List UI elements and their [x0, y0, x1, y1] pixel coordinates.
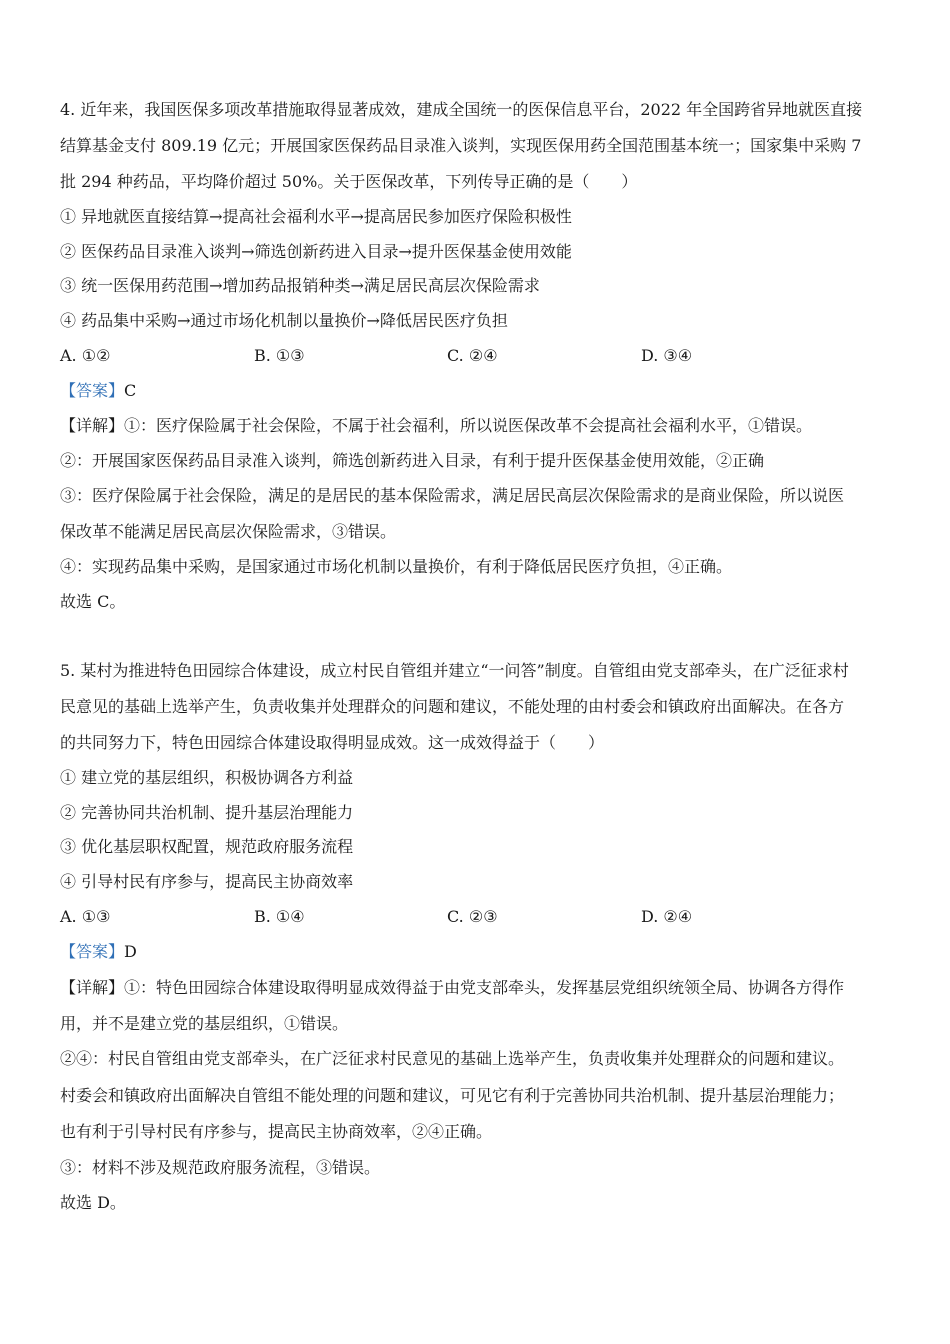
q4-option-a: A. ①②: [60, 346, 111, 365]
q5-conclusion: 故选 D。: [60, 1193, 126, 1212]
q4-option-d: D. ③④: [641, 346, 693, 365]
q5-stem-line-3: 的共同努力下，特色田园综合体建设取得明显成效。这一成效得益于（ ）: [60, 733, 605, 752]
q5-detail-line-4: 村委会和镇政府出面解决自管组不能处理的问题和建议，可见它有利于完善协同共治机制、提升基层治理能力；: [60, 1086, 845, 1105]
q4-stem-line-1: 4. 近年来，我国医保多项改革措施取得显著成效，建成全国统一的医保信息平台，2022 年全国跨省异地就医直接: [60, 100, 863, 119]
q5-item-2: ② 完善协同共治机制、提升基层治理能力: [60, 803, 354, 822]
q4-detail-line-2: ②：开展国家医保药品目录准入谈判，筛选创新药进入目录，有利于提升医保基金使用效能，②正确: [60, 451, 765, 470]
q5-answer-tag: 【答案】: [60, 942, 125, 961]
q4-answer-value: C: [124, 381, 137, 400]
q4-detail-line-3: ③：医疗保险属于社会保险，满足的是居民的基本保险需求，满足居民高层次保险需求的是商业保险，所以说医: [60, 486, 845, 505]
q5-option-a: A. ①③: [60, 907, 111, 926]
q4-detail-line-5: ④：实现药品集中采购，是国家通过市场化机制以量换价，有利于降低居民医疗负担，④正确。: [60, 557, 733, 576]
q5-detail-line-6: ③：材料不涉及规范政府服务流程，③错误。: [60, 1158, 381, 1177]
q5-option-d: D. ②④: [641, 907, 693, 926]
q4-detail-line-1: [60, 416, 812, 436]
q5-option-c: C. ②③: [447, 907, 498, 926]
q4-item-3: ③ 统一医保用药范围→增加药品报销种类→满足居民高层次保险需求: [60, 276, 540, 295]
q4-stem-line-2: 结算基金支付 809.19 亿元；开展国家医保药品目录准入谈判，实现医保用药全国范围基本统一；国家集中采购 7: [60, 136, 862, 155]
q5-detail-tag: 【详解】: [60, 978, 125, 997]
q4-option-b: B. ①③: [254, 346, 305, 365]
q5-stem-line-1: 5. 某村为推进特色田园综合体建设，成立村民自管组并建立“一问答”制度。自管组由党支部牵头，在广泛征求村: [60, 661, 849, 680]
q5-detail-line-1: [60, 978, 844, 998]
q5-detail-first: ①：特色田园综合体建设取得明显成效得益于由党支部牵头，发挥基层党组织统领全局、协调各方得作: [124, 978, 845, 997]
q4-detail-tag: 【详解】: [60, 416, 125, 435]
q5-detail-line-5: 也有利于引导村民有序参与，提高民主协商效率，②④正确。: [60, 1122, 493, 1141]
q4-item-2: ② 医保药品目录准入谈判→筛选创新药进入目录→提升医保基金使用效能: [60, 242, 572, 261]
q5-item-3: ③ 优化基层职权配置，规范政府服务流程: [60, 837, 354, 856]
q5-item-1: ① 建立党的基层组织，积极协调各方利益: [60, 768, 354, 787]
q4-item-4: ④ 药品集中采购→通过市场化机制以量换价→降低居民医疗负担: [60, 311, 508, 330]
q4-answer-tag: 【答案】: [60, 381, 125, 400]
q4-conclusion: 故选 C。: [60, 592, 126, 611]
q4-detail-line-4: 保改革不能满足居民高层次保险需求，③错误。: [60, 522, 397, 541]
q4-option-c: C. ②④: [447, 346, 498, 365]
q5-answer-value: D: [124, 942, 137, 961]
q4-stem-line-3: 批 294 种药品，平均降价超过 50%。关于医保改革，下列传导正确的是（ ）: [60, 172, 638, 191]
q5-answer-line: [60, 942, 137, 962]
q4-detail-first: ①：医疗保险属于社会保险，不属于社会福利，所以说医保改革不会提高社会福利水平，①错误。: [124, 416, 813, 435]
q5-stem-line-2: 民意见的基础上选举产生，负责收集并处理群众的问题和建议，不能处理的由村委会和镇政府出面解决。在各方: [60, 697, 845, 716]
q5-detail-line-2: 用，并不是建立党的基层组织，①错误。: [60, 1014, 349, 1033]
q4-answer-line: [60, 381, 136, 401]
q5-item-4: ④ 引导村民有序参与，提高民主协商效率: [60, 872, 354, 891]
q5-option-b: B. ①④: [254, 907, 305, 926]
q4-item-1: ① 异地就医直接结算→提高社会福利水平→提高居民参加医疗保险积极性: [60, 207, 572, 226]
q5-detail-line-3: ②④：村民自管组由党支部牵头，在广泛征求村民意见的基础上选举产生，负责收集并处理群众的问题和建议。: [60, 1049, 845, 1068]
